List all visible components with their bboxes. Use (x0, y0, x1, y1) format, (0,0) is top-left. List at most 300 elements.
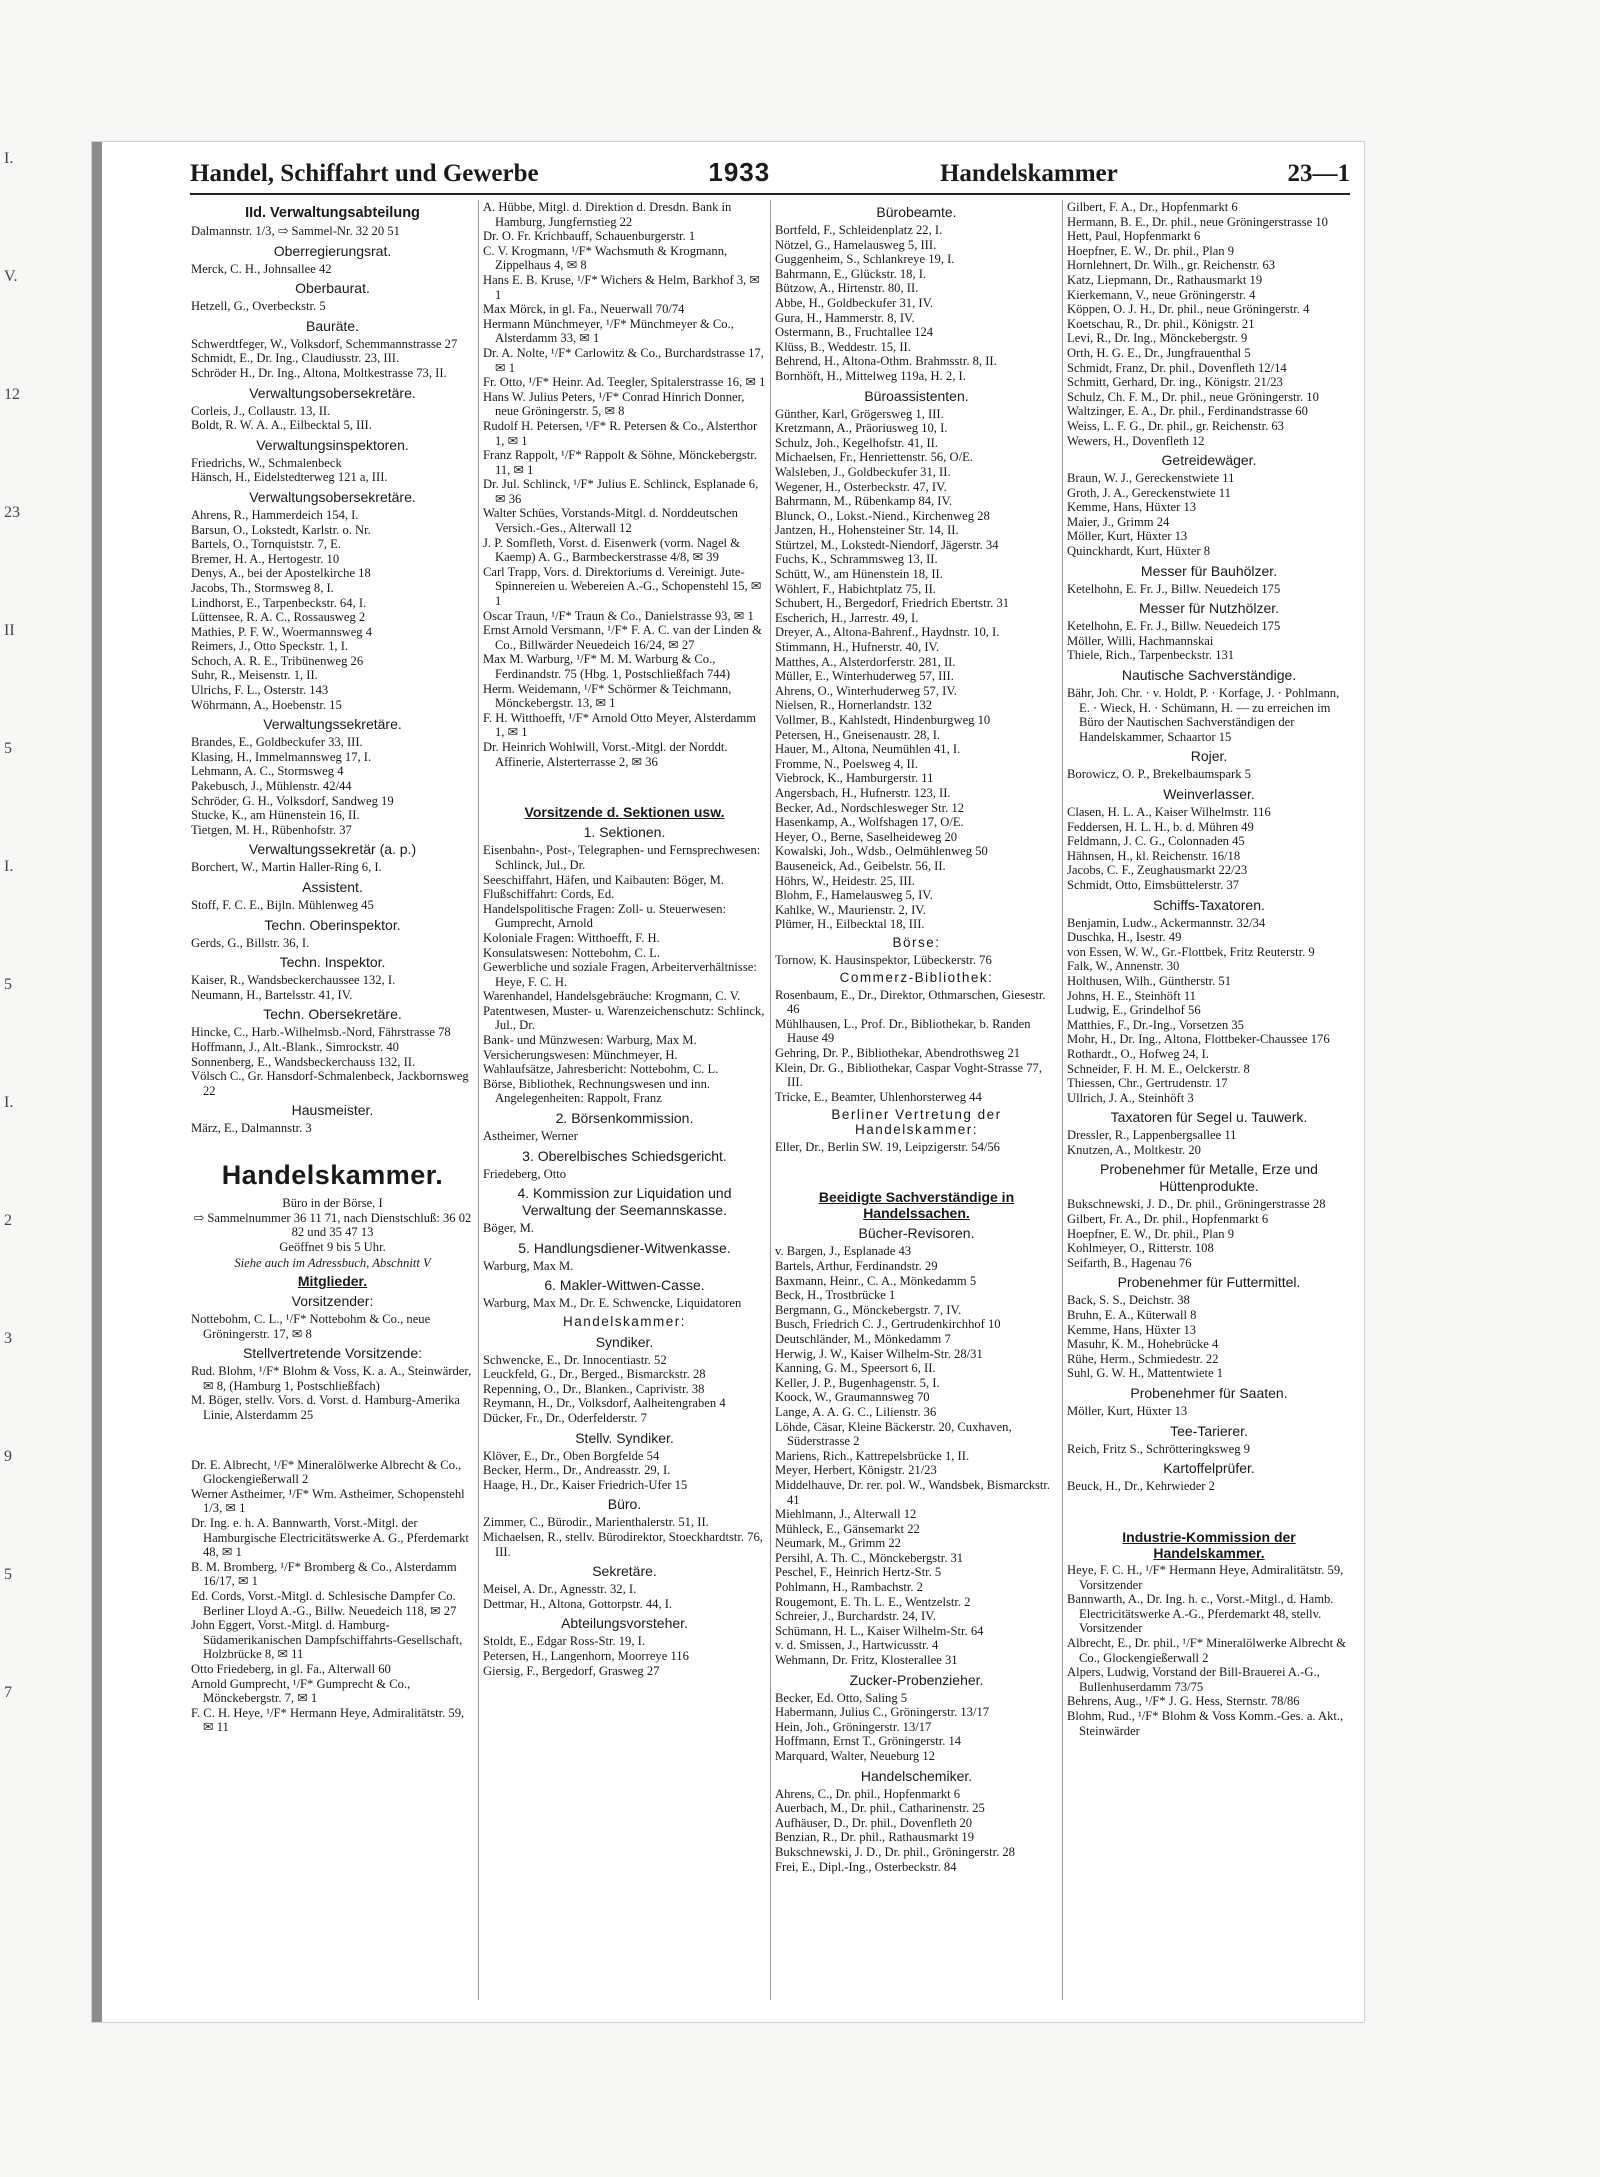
directory-entry: Bornhöft, H., Mittelweg 119a, H. 2, I. (775, 368, 966, 383)
directory-entry: Jacobs, Th., Stormsweg 8, I. (191, 580, 334, 595)
directory-entry: Nielsen, R., Hornerlandstr. 132 (775, 698, 933, 713)
spacer (191, 1435, 474, 1445)
directory-entry: Wewers, H., Dovenfleth 12 (1067, 433, 1205, 448)
directory-entry: Gehring, Dr. P., Bibliothekar, Abendrothsweg 21 (775, 1046, 1021, 1061)
margin-mark: 12 (4, 386, 20, 403)
directory-entry: Rudolf H. Petersen, ¹/F* R. Petersen & Co., Alsterthor 1, ✉ 1 (483, 418, 758, 448)
directory-entry: Tornow, K. Hausinspektor, Lübeckerstr. 76 (775, 952, 992, 967)
directory-entry: Rud. Blohm, ¹/F* Blohm & Voss, K. a. A., Steinwärder, ✉ 8, (Hamburg 1, Postschließfach) (191, 1364, 472, 1393)
margin-mark: 5 (4, 740, 12, 757)
directory-entry: Dreyer, A., Altona-Bahrenf., Haydnstr. 10, I. (775, 625, 1000, 640)
directory-entry: Dr. A. Nolte, ¹/F* Carlowitz & Co., Burchardstrasse 17, ✉ 1 (483, 345, 764, 375)
directory-entry: Hermann Münchmeyer, ¹/F* Münchmeyer & Co., Alsterdamm 33, ✉ 1 (483, 316, 734, 346)
subsection-heading: Stellvertretende Vorsitzende: (243, 1345, 422, 1362)
directory-entry: Kretzmann, A., Präoriusweg 10, I. (775, 421, 948, 436)
directory-entry: Behrend, H., Altona-Othm. Brahmsstr. 8, II. (775, 354, 997, 369)
margin-mark: 23 (4, 504, 20, 521)
directory-entry: Kaiser, R., Wandsbeckerchaussee 132, I. (191, 973, 396, 988)
directory-entry: Walsleben, J., Goldbeckufer 31, II. (775, 464, 951, 479)
directory-entry: Otto Friedeberg, in gl. Fa., Alterwall 60 (191, 1661, 391, 1676)
directory-entry: Warburg, Max M., Dr. E. Schwencke, Liquidatoren (483, 1296, 742, 1311)
column-4 (1063, 200, 1355, 2000)
directory-entry: Reimers, J., Otto Speckstr. 1, I. (191, 639, 349, 654)
directory-entry: Höhrs, W., Heidestr. 25, III. (775, 873, 915, 888)
directory-entry: Carl Trapp, Vors. d. Direktoriums d. Vereinigt. Jute-Spinnereien u. Webereien A.-G., Schopenstehl 15, ✉ 1 (483, 564, 762, 609)
column-3 (771, 200, 1063, 2000)
directory-entry: Becker, Ad., Nordschlesweger Str. 12 (775, 800, 965, 815)
header-chamber-title: Handelskammer (939, 160, 1118, 187)
directory-entry: Johns, H. E., Steinhöft 11 (1067, 988, 1196, 1003)
directory-entry: Nötzel, G., Hamelausweg 5, III. (775, 237, 937, 252)
directory-entry: Barsun, O., Lokstedt, Karlstr. o. Nr. (191, 522, 371, 537)
directory-entry: Quinckhardt, Kurt, Hüxter 8 (1067, 544, 1211, 559)
subsection-heading: Verwaltungsobersekretäre. (249, 384, 416, 401)
subsection-heading: Tee-Tarierer. (1170, 1422, 1248, 1439)
text-columns (187, 200, 1357, 2000)
directory-entry: Konsulatswesen: Nottebohm, C. L. (483, 945, 660, 960)
directory-entry: Werner Astheimer, ¹/F* Wm. Astheimer, Schopenstehl 1/3, ✉ 1 (191, 1486, 465, 1516)
directory-entry: Brandes, E., Goldbeckufer 33, III. (191, 735, 363, 750)
directory-entry: Wöhrmann, A., Hoebenstr. 15 (191, 697, 342, 712)
subsection-heading: Probenehmer für Metalle, Erze und Hüttenprodukte. (1100, 1161, 1318, 1195)
directory-entry: Back, S. S., Deichstr. 38 (1067, 1293, 1190, 1308)
margin-mark: I. (4, 858, 14, 875)
subsection-heading: Weinverlasser. (1163, 786, 1255, 802)
directory-entry: Hähnsen, H., kl. Reichenstr. 16/18 (1067, 848, 1241, 863)
directory-entry: Schwerdtfeger, W., Volksdorf, Schemmannstrasse 27 (191, 336, 458, 351)
directory-entry: Stucke, K., am Hünenstein 16, II. (191, 808, 360, 823)
directory-entry: Walter Schües, Vorstands-Mitgl. d. Norddeutschen Versich.-Ges., Alterwall 12 (483, 506, 738, 536)
directory-entry: Köppen, O. J. H., Dr. phil., neue Gröningerstr. 4 (1067, 302, 1310, 317)
directory-entry: Heye, F. C. H., ¹/F* Hermann Heye, Admiralitätstr. 59, Vorsitzender (1067, 1562, 1344, 1592)
directory-entry: Braun, W. J., Gereckenstwiete 11 (1067, 471, 1235, 486)
directory-entry: Guggenheim, S., Schlankreye 19, I. (775, 252, 955, 267)
directory-entry: Kemme, Hans, Hüxter 13 (1067, 1322, 1197, 1337)
info-line: ⇨ Sammelnummer 36 11 71, nach Dienstschluß: 36 02 82 und 35 47 13 (193, 1210, 472, 1240)
directory-entry: Orth, H. G. E., Dr., Jungfrauenthal 5 (1067, 345, 1251, 360)
directory-entry: Becker, Ed. Otto, Saling 5 (775, 1690, 908, 1705)
directory-entry: Klöver, E., Dr., Oben Borgfelde 54 (483, 1448, 660, 1463)
subsection-heading: Kartoffelprüfer. (1163, 1460, 1255, 1477)
directory-entry: Ketelhohn, E. Fr. J., Billw. Neuedeich 175 (1067, 581, 1281, 596)
directory-entry: M. Böger, stellv. Vors. d. Vorst. d. Hamburg-Amerika Linie, Alsterdamm 25 (191, 1393, 460, 1422)
directory-entry: Warburg, Max M. (483, 1258, 574, 1273)
directory-entry: Suhr, R., Meisenstr. 1, II. (191, 668, 318, 683)
directory-entry: Bähr, Joh. Chr. · v. Holdt, P. · Korfage, J. · Pohlmann, E. · Wieck, H. · Schümann, H. — zu erreichen im Büro der Nautischen Sachverständigen der Handelskammer, Schaartor 15 (1067, 686, 1340, 744)
margin-mark: I. (4, 1094, 14, 1111)
directory-entry: Hett, Paul, Hopfenmarkt 6 (1067, 229, 1201, 244)
directory-entry: Bank- und Münzwesen: Warburg, Max M. (483, 1033, 697, 1048)
margin-mark: 2 (4, 1212, 12, 1229)
subsection-heading: Oberregierungsrat. (273, 242, 392, 259)
directory-entry: Lüttensee, R. A. C., Rossausweg 2 (191, 610, 366, 625)
subsection-heading: Syndiker. (595, 1333, 654, 1350)
section-heading: Vorsitzende d. Sektionen usw. (524, 804, 725, 821)
directory-entry: Baxmann, Heinr., C. A., Mönkedamm 5 (775, 1273, 977, 1288)
directory-entry: Feldmann, J. C. G., Colonnaden 45 (1067, 834, 1245, 849)
document-page (92, 142, 1364, 2022)
subsection-heading: Sekretäre. (592, 1563, 657, 1580)
subsection-heading: Handelschemiker. (860, 1767, 973, 1784)
directory-entry: Thiessen, Chr., Gertrudenstr. 17 (1067, 1076, 1228, 1091)
directory-entry: Levi, R., Dr. Ing., Mönckebergstr. 9 (1067, 331, 1248, 346)
directory-entry: Hoffmann, Ernst T., Gröningerstr. 14 (775, 1734, 962, 1749)
subsection-heading: Bücher-Revisoren. (858, 1225, 975, 1242)
column-2 (479, 200, 771, 2000)
directory-entry: Matthes, A., Alsterdorferstr. 281, II. (775, 654, 956, 669)
directory-entry: Leuckfeld, G., Dr., Berged., Bismarckstr. 28 (483, 1367, 706, 1382)
directory-entry: Bahrmann, M., Rübenkamp 84, IV. (775, 494, 953, 509)
directory-entry: Pohlmann, H., Rambachstr. 2 (775, 1580, 923, 1595)
directory-entry: Bahrmann, E., Glückstr. 18, I. (775, 266, 927, 281)
directory-entry: Weiss, L. F. G., Dr. phil., gr. Reichenstr. 63 (1067, 418, 1284, 433)
directory-entry: F. H. Witthoefft, ¹/F* Arnold Otto Meyer, Alsterdamm 1, ✉ 1 (483, 710, 757, 740)
directory-entry: Groth, J. A., Gereckenstwiete 11 (1067, 485, 1231, 500)
directory-entry: Bauseneick, Ad., Geibelstr. 56, II. (775, 858, 946, 873)
spaced-heading: Handelskammer: (562, 1314, 687, 1329)
directory-entry: Blunck, O., Lokst.-Niend., Kirchenweg 28 (775, 508, 990, 523)
directory-entry: Gura, H., Hammerstr. 8, IV. (775, 310, 915, 325)
directory-entry: Böger, M. (483, 1221, 534, 1236)
directory-entry: Hoepfner, E. W., Dr. phil., Plan 9 (1067, 243, 1235, 258)
subsection-heading: Assistent. (302, 879, 363, 895)
subsection-heading: Verwaltungssekretäre. (263, 716, 402, 733)
directory-entry: Reymann, H., Dr., Volksdorf, Aalheitengraben 4 (483, 1396, 726, 1411)
subsection-heading: Techn. Oberinspektor. (264, 916, 401, 933)
directory-entry: Sonnenberg, E., Wandsbeckerchauss 132, II. (191, 1054, 416, 1069)
directory-entry: Möller, Willi, Hachmannskai (1067, 633, 1214, 648)
directory-entry: Ahrens, R., Hammerdeich 154, I. (191, 507, 359, 522)
directory-entry: Dr. Jul. Schlinck, ¹/F* Julius E. Schlinck, Esplanade 6, ✉ 36 (483, 477, 759, 506)
directory-entry: Hoffmann, J., Alt.-Blank., Simrockstr. 40 (191, 1039, 399, 1054)
subsection-heading: Techn. Inspektor. (279, 954, 386, 971)
info-line: Büro in der Börse, I (282, 1195, 383, 1210)
directory-entry: Jacobs, C. F., Zeughausmarkt 22/23 (1067, 863, 1248, 878)
directory-entry: Dücker, Fr., Dr., Oderfelderstr. 7 (483, 1410, 647, 1425)
directory-entry: Oscar Traun, ¹/F* Traun & Co., Danielstrasse 93, ✉ 1 (483, 608, 754, 623)
directory-entry: Neumann, H., Bartelsstr. 41, IV. (191, 987, 353, 1002)
directory-entry: Ostermann, B., Fruchtallee 124 (775, 325, 934, 340)
directory-entry: Schröder H., Dr. Ing., Altona, Moltkestrasse 73, II. (191, 365, 447, 380)
directory-entry: Kowalski, Joh., Wdsb., Oelmühlenweg 50 (775, 844, 988, 859)
directory-entry: Ullrich, J. A., Steinhöft 3 (1067, 1090, 1194, 1105)
subsection-heading: Büroassistenten. (864, 387, 969, 404)
directory-entry: Gilbert, Fr. A., Dr. phil., Hopfenmarkt 6 (1067, 1212, 1269, 1227)
directory-entry: Dr. E. Albrecht, ¹/F* Mineralölwerke Albrecht & Co., Glockengießerwall 2 (191, 1457, 462, 1487)
directory-entry: Plümer, H., Eilbecktal 18, III. (775, 917, 925, 932)
directory-entry: Meyer, Herbert, Königstr. 21/23 (775, 1463, 937, 1478)
directory-entry: Flußschiffahrt: Cords, Ed. (483, 887, 615, 902)
spaced-heading: Commerz-Bibliothek: (839, 970, 994, 986)
directory-entry: Max M. Warburg, ¹/F* M. M. Warburg & Co., Ferdinandstr. 75 (Hbg. 1, Postschließfach 744) (483, 652, 731, 681)
directory-entry: Herm. Weidemann, ¹/F* Schörmer & Teichmann, Mönckebergstr. 13, ✉ 1 (483, 681, 732, 711)
directory-entry: B. M. Bromberg, ¹/F* Bromberg & Co., Alsterdamm 16/17, ✉ 1 (191, 1559, 457, 1589)
subsection-heading: 4. Kommission zur Liquidation und Verwaltung der Seemannskasse. (517, 1185, 732, 1219)
margin-mark: 3 (4, 1330, 12, 1347)
directory-entry: Busch, Friedrich C. J., Gertrudenkirchhof 10 (775, 1317, 1001, 1332)
directory-entry: Müller, E., Winterhuderweg 57, III. (775, 669, 954, 684)
directory-entry: Corleis, J., Collaustr. 13, II. (191, 403, 331, 418)
directory-entry: Waltzinger, E. A., Dr. phil., Ferdinandstrasse 60 (1067, 404, 1308, 419)
subsection-heading: Taxatoren für Segel u. Tauwerk. (1110, 1109, 1308, 1126)
directory-entry: Ketelhohn, E. Fr. J., Billw. Neuedeich 175 (1067, 619, 1281, 634)
directory-entry: Ed. Cords, Vorst.-Mitgl. d. Schlesische Dampfer Co. Berliner Lloyd A.-G., Billw. Neuedeich 118, ✉ 27 (191, 1589, 457, 1618)
subsection-heading: Abteilungsvorsteher. (561, 1615, 688, 1632)
directory-entry: Handelspolitische Fragen: Zoll- u. Steuerwesen: Gumprecht, Arnold (483, 901, 727, 931)
directory-entry: Stürtzel, M., Lokstedt-Niendorf, Jägerstr. 34 (775, 537, 999, 552)
directory-entry: Bartels, Arthur, Ferdinandstr. 29 (775, 1259, 938, 1273)
directory-entry: Denys, A., bei der Apostelkirche 18 (191, 566, 371, 581)
directory-entry: Stimmann, H., Hufnerstr. 40, IV. (775, 640, 940, 655)
spaced-heading: Börse: (892, 934, 941, 950)
directory-entry: Schütt, W., am Hünenstein 18, II. (775, 567, 943, 582)
directory-entry: Aufhäuser, D., Dr. phil., Dovenfleth 20 (775, 1815, 973, 1830)
header-year: 1933 (708, 157, 771, 187)
directory-entry: v. d. Smissen, J., Hartwicusstr. 4 (775, 1638, 939, 1653)
directory-entry: Herwig, J. W., Kaiser Wilhelm-Str. 28/31 (775, 1346, 983, 1361)
directory-entry: Möller, Kurt, Hüxter 13 (1067, 1404, 1188, 1418)
directory-entry: Hoepfner, E. W., Dr. phil., Plan 9 (1067, 1226, 1235, 1241)
directory-entry: Warenhandel, Handelsgebräuche: Krogmann, C. V. (483, 989, 741, 1004)
column-1 (187, 200, 479, 2000)
subsection-heading: Schiffs-Taxatoren. (1153, 896, 1265, 913)
directory-entry: Klasing, H., Immelmannsweg 17, I. (191, 749, 372, 764)
subsection-heading: Probenehmer für Saaten. (1130, 1385, 1288, 1401)
directory-entry: Haage, H., Dr., Kaiser Friedrich-Ufer 15 (483, 1477, 688, 1492)
directory-entry: Dr. Ing. e. h. A. Bannwarth, Vorst.-Mitgl. der Hamburgische Electricitätswerke A. G., Pferdemarkt 48, ✉ 1 (191, 1516, 469, 1560)
directory-entry: Falk, W., Annenstr. 30 (1067, 959, 1180, 974)
directory-entry: Katz, Liepmann, Dr., Rathausmarkt 19 (1067, 272, 1263, 287)
directory-entry: Löhde, Cäsar, Kleine Bäckerstr. 20, Cuxhaven, Süderstrasse 2 (775, 1419, 1012, 1449)
directory-entry: Clasen, H. L. A., Kaiser Wilhelmstr. 116 (1067, 805, 1271, 819)
directory-entry: Schmidt, Franz, Dr. phil., Dovenfleth 12/14 (1067, 360, 1287, 375)
directory-entry: Keller, J. P., Bugenhagenstr. 5, I. (775, 1375, 940, 1390)
directory-entry: Rühe, Herm., Schmiedestr. 22 (1067, 1351, 1219, 1366)
directory-entry: Gilbert, F. A., Dr., Hopfenmarkt 6 (1067, 200, 1238, 214)
section-heading: Beeidigte Sachverständige in Handelssachen. (818, 1189, 1015, 1222)
directory-entry: Mariens, Rich., Kattrepelsbrücke 1, II. (775, 1448, 970, 1463)
directory-entry: Benzian, R., Dr. phil., Rathausmarkt 19 (775, 1830, 975, 1845)
subsection-heading: 1. Sektionen. (583, 824, 666, 841)
subsection-heading: Rojer. (1190, 748, 1228, 765)
directory-entry: Seifarth, B., Hagenau 76 (1067, 1255, 1192, 1270)
directory-entry: Maier, J., Grimm 24 (1067, 514, 1170, 529)
directory-entry: Hornlehnert, Dr. Wilh., gr. Reichenstr. 63 (1067, 258, 1276, 273)
directory-entry: Schwencke, E., Dr. Innocentiastr. 52 (483, 1352, 667, 1367)
directory-entry: Ulrichs, F. L., Osterstr. 143 (191, 683, 329, 698)
page-header (190, 157, 1350, 195)
directory-entry: Schröder, G. H., Volksdorf, Sandweg 19 (191, 793, 394, 808)
directory-entry: Becker, Herm., Dr., Andreasstr. 29, I. (483, 1463, 671, 1478)
directory-entry: Günther, Karl, Grögersweg 1, III. (775, 406, 944, 421)
directory-entry: Zimmer, C., Bürodir., Marienthalerstr. 51, II. (483, 1515, 709, 1530)
directory-entry: Stoff, F. C. E., Bijln. Mühlenweg 45 (191, 898, 374, 912)
directory-entry: Hein, Joh., Gröningerstr. 13/17 (775, 1719, 932, 1734)
margin-mark: 5 (4, 1566, 12, 1583)
directory-entry: Hermann, B. E., Dr. phil., neue Gröningerstrasse 10 (1067, 214, 1328, 229)
directory-entry: Tricke, E., Beamter, Uhlenhorsterweg 44 (775, 1089, 982, 1104)
directory-entry: Wöhlert, F., Habichtplatz 75, II. (775, 581, 936, 596)
subsection-heading: 5. Handlungsdiener-Witwenkasse. (518, 1239, 731, 1256)
header-page-number: 23—1 (1287, 160, 1350, 187)
directory-entry: Schümann, H. L., Kaiser Wilhelm-Str. 64 (775, 1623, 984, 1638)
directory-entry: Feddersen, H. L. H., b. d. Mühren 49 (1067, 819, 1254, 834)
subsection-heading: Zucker-Probenzieher. (849, 1671, 984, 1688)
directory-entry: Schneider, F. H. M. E., Oelckerstr. 8 (1067, 1061, 1250, 1076)
directory-entry: Schreier, J., Burchardstr. 24, IV. (775, 1609, 936, 1624)
directory-entry: Kanning, G. M., Speersort 6, II. (775, 1361, 936, 1376)
directory-entry: Hasenkamp, A., Wolfshagen 17, O/E. (775, 815, 964, 830)
directory-entry: Repenning, O., Dr., Blanken., Caprivistr. 38 (483, 1381, 705, 1396)
directory-entry: Bartels, O., Tornquiststr. 7, E. (191, 537, 342, 552)
directory-entry: Duschka, H., Isestr. 49 (1067, 930, 1182, 945)
directory-entry: Mohr, H., Dr. Ing., Altona, Flottbeker-Chaussee 176 (1067, 1032, 1330, 1047)
directory-entry: Fr. Otto, ¹/F* Heinr. Ad. Teegler, Spitalerstrasse 16, ✉ 1 (483, 375, 766, 390)
directory-entry: Bruhn, E. A., Küterwall 8 (1067, 1308, 1197, 1323)
directory-entry: Masuhr, K. M., Hohebrücke 4 (1067, 1337, 1219, 1352)
directory-entry: Giersig, F., Bergedorf, Grasweg 27 (483, 1663, 660, 1678)
directory-entry: Borchert, W., Martin Haller-Ring 6, I. (191, 860, 382, 875)
directory-entry: Bützow, A., Hirtenstr. 80, II. (775, 281, 919, 296)
directory-entry: Alpers, Ludwig, Vorstand der Bill-Brauerei A.-G., Bullenhuserdamm 73/75 (1067, 1665, 1320, 1694)
directory-entry: Blohm, Rud., ¹/F* Blohm & Voss Komm.-Ges. a. Akt., Steinwärder (1067, 1708, 1344, 1738)
directory-entry: Mathies, P. F. W., Woermannsweg 4 (191, 624, 373, 639)
directory-entry: von Essen, W. W., Gr.-Flottbek, Fritz Reuterstr. 9 (1067, 944, 1315, 959)
directory-entry: Fuchs, K., Schrammsweg 13, II. (775, 552, 938, 567)
directory-entry: Beuck, H., Dr., Kehrwieder 2 (1067, 1479, 1215, 1494)
directory-entry: Koetschau, R., Dr. phil., Königstr. 21 (1067, 316, 1255, 331)
directory-entry: Merck, C. H., Johnsallee 42 (191, 261, 332, 276)
directory-entry: Auerbach, M., Dr. phil., Catharinenstr. 25 (775, 1801, 985, 1816)
directory-entry: Koloniale Fragen: Witthoefft, F. H. (483, 930, 660, 945)
directory-entry: Franz Rappolt, ¹/F* Rappolt & Söhne, Mönckebergstr. 11, ✉ 1 (483, 448, 757, 477)
directory-entry: Dalmannstr. 1/3, ⇨ Sammel-Nr. 32 20 51 (191, 224, 400, 238)
spacer (775, 1167, 1058, 1177)
spaced-heading: Berliner Vertretung der Handelskammer: (831, 1107, 1002, 1138)
directory-entry: Seeschiffahrt, Häfen, und Kaibauten: Böger, M. (483, 872, 724, 887)
directory-entry: Vollmer, B., Kahlstedt, Hindenburgweg 10 (775, 713, 991, 727)
subsection-heading: Nautische Sachverständige. (1121, 667, 1297, 684)
directory-entry: Viebrock, K., Hamburgerstr. 11 (775, 771, 934, 786)
directory-entry: Möller, Kurt, Hüxter 13 (1067, 529, 1188, 544)
directory-entry: Kemme, Hans, Hüxter 13 (1067, 500, 1197, 515)
directory-entry: Michaelsen, R., stellv. Bürodirektor, Stoeckhardtstr. 76, III. (483, 1529, 763, 1559)
directory-entry: Friedeberg, Otto (483, 1166, 567, 1181)
subsection-heading: Messer für Nutzhölzer. (1138, 600, 1280, 617)
directory-entry: Pakebusch, J., Mühlenstr. 42/44 (191, 779, 352, 794)
directory-entry: Fromme, N., Poelsweg 4, II. (775, 756, 919, 771)
section-heading: IId. Verwaltungsabteilung (245, 205, 420, 221)
directory-entry: Petersen, H., Gneisenaustr. 28, I. (775, 727, 941, 742)
section-heading: Industrie-Kommission der Handelskammer. (1122, 1528, 1296, 1561)
margin-mark: I. (4, 150, 14, 167)
directory-entry: Albrecht, E., Dr. phil., ¹/F* Mineralölwerke Albrecht & Co., Glockengießerwall 2 (1067, 1635, 1347, 1665)
subsection-heading: Vorsitzender: (291, 1292, 374, 1309)
directory-entry: Arnold Gumprecht, ¹/F* Gumprecht & Co., Mönckebergstr. 7, ✉ 1 (191, 1676, 411, 1706)
directory-entry: Mühleck, E., Gänsemarkt 22 (775, 1521, 920, 1536)
directory-entry: Miehlmann, J., Alterwall 12 (775, 1507, 917, 1522)
directory-entry: Schmitt, Gerhard, Dr. ing., Königstr. 21/23 (1067, 375, 1283, 390)
directory-entry: Hans E. B. Kruse, ¹/F* Wichers & Helm, Barkhof 3, ✉ 1 (483, 272, 760, 302)
subsection-heading: 3. Oberelbisches Schiedsgericht. (522, 1147, 727, 1164)
directory-entry: Bortfeld, F., Schleidenplatz 22, I. (775, 223, 943, 237)
directory-entry: Thiele, Rich., Tarpenbeckstr. 131 (1067, 648, 1235, 663)
directory-entry: Bannwarth, A., Dr. Ing. h. c., Vorst.-Mitgl., d. Hamb. Electricitätswerke A.-G., Pferdemarkt 48, stellv. Vorsitzender (1067, 1592, 1334, 1636)
margin-mark: V. (4, 268, 18, 285)
directory-entry: Wahlaufsätze, Jahresbericht: Nottebohm, C. L. (483, 1062, 719, 1077)
directory-entry: Holthusen, Wilh., Güntherstr. 51 (1067, 973, 1232, 988)
directory-entry: Rougemont, E. Th. L. E., Wentzelstr. 2 (775, 1594, 971, 1609)
directory-entry: Dr. O. Fr. Krichbauff, Schauenburgerstr. 1 (483, 229, 696, 244)
directory-entry: Suhl, G. W. H., Mattentwiete 1 (1067, 1366, 1224, 1381)
directory-entry: Frei, E., Dipl.-Ing., Osterbeckstr. 84 (775, 1859, 957, 1874)
directory-entry: John Eggert, Vorst.-Mitgl. d. Hamburg-Südamerikanischen Dampfschiffahrts-Gesellschaft, Holzbrücke 8, ✉ 11 (191, 1618, 463, 1662)
directory-entry: Knutzen, A., Moltkestr. 20 (1067, 1142, 1201, 1157)
directory-entry: J. P. Somfleth, Vorst. d. Eisenwerk (vorm. Nagel & Kaemp) A. G., Barmbeckerstrasse 4/8, ✉ 39 (483, 535, 740, 565)
directory-entry: Schubert, H., Bergedorf, Friedrich Ebertstr. 31 (775, 596, 1010, 611)
directory-entry: Abbe, H., Goldbeckufer 31, IV. (775, 295, 934, 310)
subsection-heading: Verwaltungsinspektoren. (256, 436, 409, 453)
directory-entry: Ernst Arnold Versmann, ¹/F* F. A. C. van der Linden & Co., Billwärder Neuedeich 16/24, ✉ 27 (483, 623, 762, 652)
directory-entry: Nottebohm, C. L., ¹/F* Nottebohm & Co., neue Gröningerstr. 17, ✉ 8 (191, 1311, 431, 1341)
directory-entry: Marquard, Walter, Neueburg 12 (775, 1749, 935, 1763)
directory-entry: Matthies, F., Dr.-Ing., Vorsetzen 35 (1067, 1017, 1244, 1032)
subsection-heading: Verwaltungssekretär (a. p.) (248, 841, 417, 858)
directory-entry: Middelhauve, Dr. rer. pol. W., Wandsbek, Bismarckstr. 41 (775, 1477, 1051, 1507)
directory-entry: Petersen, H., Langenhorn, Moorreye 116 (483, 1648, 689, 1663)
directory-entry: Hincke, C., Harb.-Wilhelmsb.-Nord, Fährstrasse 78 (191, 1025, 451, 1040)
directory-entry: Schoch, A. R. E., Tribünenweg 26 (191, 653, 364, 668)
subsection-heading: Getreidewäger. (1161, 452, 1257, 469)
directory-entry: Dettmar, H., Altona, Gottorpstr. 44, I. (483, 1596, 673, 1611)
directory-entry: Lindhorst, E., Tarpenbeckstr. 64, I. (191, 595, 367, 610)
directory-entry: Eller, Dr., Berlin SW. 19, Leipzigerstr. 54/56 (775, 1139, 1000, 1154)
margin-mark: 7 (4, 1684, 12, 1701)
directory-entry: Hauer, M., Altona, Neumühlen 41, I. (775, 742, 961, 757)
directory-entry: Beck, H., Trostbrücke 1 (775, 1288, 896, 1303)
directory-entry: Schmidt, E., Dr. Ing., Claudiusstr. 23, III. (191, 351, 400, 366)
margin-mark: II (4, 622, 15, 639)
margin-mark: 5 (4, 976, 12, 993)
directory-entry: Wegener, H., Osterbeckstr. 47, IV. (775, 479, 947, 494)
directory-entry: Peschel, F., Heinrich Hertz-Str. 5 (775, 1565, 942, 1580)
subsection-heading: Verwaltungsobersekretäre. (249, 488, 416, 505)
directory-entry: Mühlhausen, L., Prof. Dr., Bibliothekar, b. Randen Hause 49 (775, 1016, 1031, 1046)
directory-entry: Tietgen, M. H., Rübenhofstr. 37 (191, 822, 352, 837)
directory-entry: Reich, Fritz S., Schrötteringksweg 9 (1067, 1441, 1250, 1456)
directory-entry: Angersbach, H., Hufnerstr. 123, II. (775, 785, 951, 800)
subsection-heading: Oberbaurat. (295, 280, 370, 297)
directory-entry: Lehmann, A. C., Stormsweg 4 (191, 764, 344, 779)
spacer (483, 782, 766, 792)
directory-entry: Lange, A. A. G. C., Lilienstr. 36 (775, 1404, 937, 1419)
directory-entry: Kierkemann, V., neue Gröningerstr. 4 (1067, 287, 1256, 302)
directory-entry: v. Bargen, J., Esplanade 43 (775, 1244, 912, 1259)
directory-entry: Koock, W., Graumannsweg 70 (775, 1390, 930, 1405)
directory-entry: Habermann, Julius C., Gröningerstr. 13/17 (775, 1705, 990, 1720)
directory-entry: Deutschländer, M., Mönkedamm 7 (775, 1331, 951, 1346)
directory-entry: Meisel, A. Dr., Agnesstr. 32, I. (483, 1582, 637, 1597)
spacer (1067, 1506, 1351, 1516)
directory-entry: Hetzell, G., Overbeckstr. 5 (191, 299, 326, 314)
directory-entry: F. C. H. Heye, ¹/F* Hermann Heye, Admiralitätstr. 59, ✉ 11 (191, 1705, 465, 1735)
directory-entry: Rosenbaum, E., Dr., Direktor, Othmarschen, Giesestr. 46 (775, 987, 1046, 1017)
chamber-title: Handelskammer. (221, 1159, 444, 1190)
subsection-heading: Techn. Obersekretäre. (263, 1006, 402, 1023)
directory-entry: März, E., Dalmannstr. 3 (191, 1121, 312, 1136)
directory-entry: Rothardt., O., Hofweg 24, I. (1067, 1046, 1210, 1061)
info-line: Geöffnet 9 bis 5 Uhr. (279, 1239, 386, 1254)
